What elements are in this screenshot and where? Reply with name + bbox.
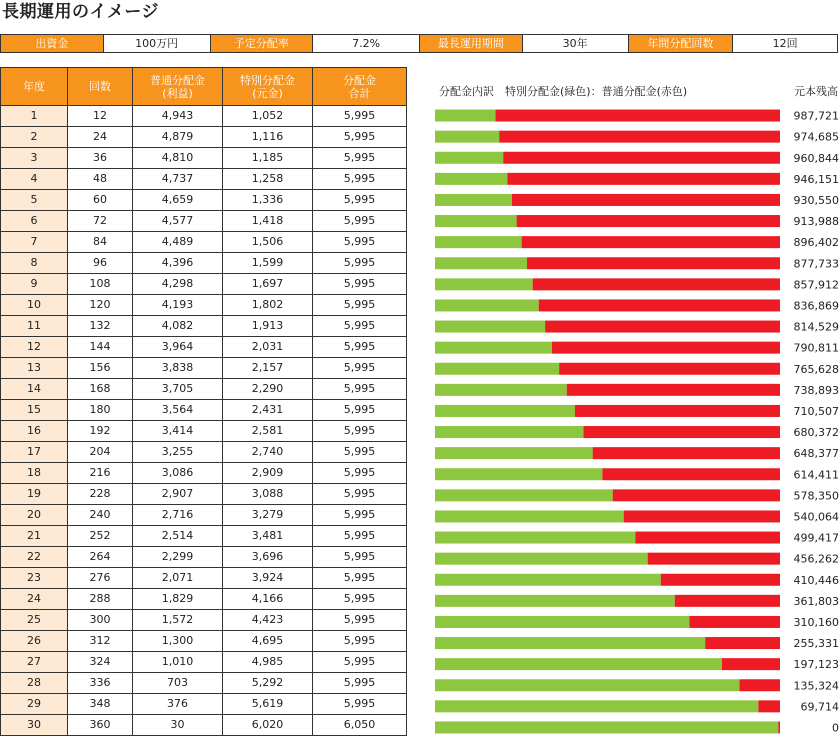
bar-special-dividend: [435, 194, 512, 206]
row-total: 5,995: [313, 232, 407, 253]
bar-regular-dividend: [613, 489, 780, 501]
row-count: 360: [68, 715, 133, 736]
bar-regular-dividend: [499, 131, 780, 143]
row-regular: 376: [133, 694, 223, 715]
bar-special-dividend: [435, 574, 661, 586]
row-count: 204: [68, 442, 133, 463]
row-count: 336: [68, 673, 133, 694]
row-total: 5,995: [313, 568, 407, 589]
row-special: 1,116: [223, 127, 313, 148]
bar-special-dividend: [435, 257, 527, 269]
bar-regular-dividend: [527, 257, 780, 269]
balance-label: 648,377: [793, 447, 839, 461]
table-row: [1, 484, 407, 505]
row-year: 2: [1, 127, 68, 148]
row-regular: 4,577: [133, 211, 223, 232]
row-count: 36: [68, 148, 133, 169]
row-count: 48: [68, 169, 133, 190]
investment-label: 出資金: [1, 35, 104, 52]
row-special: 1,599: [223, 253, 313, 274]
bar-regular-dividend: [758, 700, 780, 712]
row-total: 6,050: [313, 715, 407, 736]
row-special: 1,506: [223, 232, 313, 253]
row-total: 5,995: [313, 694, 407, 715]
row-total: 5,995: [313, 673, 407, 694]
row-special: 4,423: [223, 610, 313, 631]
period-label: 最長運用期間: [420, 35, 523, 52]
row-regular: 1,829: [133, 589, 223, 610]
row-total: 5,995: [313, 442, 407, 463]
table-row: [1, 358, 407, 379]
row-year: 8: [1, 253, 68, 274]
row-total: 5,995: [313, 106, 407, 127]
balance-label: 738,893: [793, 383, 839, 397]
table-row: [1, 673, 407, 694]
bar-special-dividend: [435, 532, 635, 544]
balance-label: 310,160: [793, 615, 839, 629]
row-count: 156: [68, 358, 133, 379]
bar-regular-dividend: [624, 510, 780, 522]
row-regular: 4,943: [133, 106, 223, 127]
row-year: 4: [1, 169, 68, 190]
table-row: [1, 610, 407, 631]
table-row: [1, 169, 407, 190]
row-regular: 4,298: [133, 274, 223, 295]
table-row: [1, 337, 407, 358]
page-title: 長期運用のイメージ: [2, 2, 159, 22]
row-year: 15: [1, 400, 68, 421]
row-special: 5,619: [223, 694, 313, 715]
row-count: 144: [68, 337, 133, 358]
bar-special-dividend: [435, 447, 593, 459]
row-special: 1,418: [223, 211, 313, 232]
balance-label: 913,988: [793, 215, 839, 229]
header-count: 回数: [68, 68, 133, 106]
row-special: 6,020: [223, 715, 313, 736]
bar-special-dividend: [435, 426, 584, 438]
row-total: 5,995: [313, 547, 407, 568]
row-special: 1,697: [223, 274, 313, 295]
bar-special-dividend: [435, 553, 648, 565]
row-special: 1,052: [223, 106, 313, 127]
row-regular: 30: [133, 715, 223, 736]
row-count: 168: [68, 379, 133, 400]
table-row: [1, 694, 407, 715]
count-label: 年間分配回数: [629, 35, 734, 52]
row-count: 84: [68, 232, 133, 253]
row-count: 216: [68, 463, 133, 484]
row-regular: 3,255: [133, 442, 223, 463]
row-special: 2,157: [223, 358, 313, 379]
bar-regular-dividend: [661, 574, 780, 586]
row-total: 5,995: [313, 358, 407, 379]
bar-special-dividend: [435, 595, 675, 607]
row-special: 3,924: [223, 568, 313, 589]
bar-regular-dividend: [690, 616, 780, 628]
row-count: 288: [68, 589, 133, 610]
row-total: 5,995: [313, 505, 407, 526]
balance-label: 680,372: [793, 426, 839, 440]
bar-regular-dividend: [705, 637, 780, 649]
balance-label: 135,324: [793, 679, 839, 693]
row-year: 6: [1, 211, 68, 232]
balance-label: 578,350: [793, 489, 839, 503]
balance-label: 946,151: [793, 172, 839, 186]
distribution-table: [0, 67, 407, 736]
balance-label: 857,912: [793, 278, 839, 292]
header-regular-dividend: 普通分配金 (利益): [133, 68, 223, 106]
row-special: 5,292: [223, 673, 313, 694]
bar-special-dividend: [435, 131, 499, 143]
row-total: 5,995: [313, 274, 407, 295]
table-row: [1, 421, 407, 442]
bar-regular-dividend: [648, 553, 780, 565]
bar-special-dividend: [435, 110, 496, 122]
table-row: [1, 589, 407, 610]
row-year: 9: [1, 274, 68, 295]
row-regular: 3,414: [133, 421, 223, 442]
bar-special-dividend: [435, 342, 552, 354]
row-count: 108: [68, 274, 133, 295]
row-special: 2,431: [223, 400, 313, 421]
bar-special-dividend: [435, 637, 705, 649]
row-year: 19: [1, 484, 68, 505]
table-row: [1, 232, 407, 253]
row-regular: 1,300: [133, 631, 223, 652]
bar-special-dividend: [435, 700, 758, 712]
bar-special-dividend: [435, 152, 503, 164]
row-special: 3,088: [223, 484, 313, 505]
table-row: [1, 463, 407, 484]
row-regular: 703: [133, 673, 223, 694]
bar-special-dividend: [435, 363, 559, 375]
bar-regular-dividend: [593, 447, 780, 459]
row-total: 5,995: [313, 589, 407, 610]
balance-label: 790,811: [793, 341, 839, 355]
row-count: 180: [68, 400, 133, 421]
row-regular: 4,879: [133, 127, 223, 148]
balance-label: 361,803: [793, 594, 839, 608]
row-total: 5,995: [313, 253, 407, 274]
bar-regular-dividend: [522, 236, 780, 248]
row-regular: 2,299: [133, 547, 223, 568]
row-special: 2,740: [223, 442, 313, 463]
bar-special-dividend: [435, 173, 507, 185]
row-total: 5,995: [313, 211, 407, 232]
bar-regular-dividend: [496, 110, 780, 122]
row-total: 5,995: [313, 652, 407, 673]
row-total: 5,995: [313, 421, 407, 442]
row-regular: 4,082: [133, 316, 223, 337]
row-count: 12: [68, 106, 133, 127]
balance-label: 960,844: [793, 151, 839, 165]
bar-regular-dividend: [507, 173, 780, 185]
bar-special-dividend: [435, 658, 722, 670]
row-year: 11: [1, 316, 68, 337]
row-count: 252: [68, 526, 133, 547]
row-special: 1,185: [223, 148, 313, 169]
bar-regular-dividend: [584, 426, 780, 438]
bar-special-dividend: [435, 299, 539, 311]
bar-regular-dividend: [778, 721, 780, 733]
table-body: [1, 106, 407, 736]
balance-label: 814,529: [793, 320, 839, 334]
row-regular: 3,964: [133, 337, 223, 358]
row-total: 5,995: [313, 127, 407, 148]
row-year: 25: [1, 610, 68, 631]
table-row: [1, 505, 407, 526]
row-year: 17: [1, 442, 68, 463]
bar-regular-dividend: [675, 595, 780, 607]
row-year: 26: [1, 631, 68, 652]
row-regular: 3,086: [133, 463, 223, 484]
row-regular: 1,010: [133, 652, 223, 673]
table-row: [1, 190, 407, 211]
row-regular: 2,716: [133, 505, 223, 526]
row-total: 5,995: [313, 190, 407, 211]
row-count: 96: [68, 253, 133, 274]
table-row: [1, 316, 407, 337]
row-total: 5,995: [313, 316, 407, 337]
balance-label: 836,869: [793, 299, 839, 313]
table-row: [1, 106, 407, 127]
bar-regular-dividend: [503, 152, 780, 164]
bar-regular-dividend: [533, 278, 780, 290]
bar-regular-dividend: [740, 679, 780, 691]
table-row: [1, 295, 407, 316]
bar-special-dividend: [435, 679, 740, 691]
rate-label: 予定分配率: [211, 35, 314, 52]
row-regular: 4,659: [133, 190, 223, 211]
table-row: [1, 715, 407, 736]
table-row: [1, 211, 407, 232]
table-row: [1, 631, 407, 652]
rate-value: 7.2%: [313, 35, 420, 52]
row-regular: 4,193: [133, 295, 223, 316]
bar-regular-dividend: [512, 194, 780, 206]
bar-special-dividend: [435, 616, 690, 628]
parameter-strip: [0, 34, 838, 53]
row-total: 5,995: [313, 169, 407, 190]
row-year: 22: [1, 547, 68, 568]
row-total: 5,995: [313, 295, 407, 316]
balance-label: 877,733: [793, 257, 839, 271]
row-year: 23: [1, 568, 68, 589]
row-special: 3,696: [223, 547, 313, 568]
header-total-dividend: 分配金 合計: [313, 68, 407, 106]
row-special: 2,031: [223, 337, 313, 358]
row-year: 21: [1, 526, 68, 547]
row-regular: 4,810: [133, 148, 223, 169]
row-year: 24: [1, 589, 68, 610]
row-special: 1,802: [223, 295, 313, 316]
bar-special-dividend: [435, 489, 613, 501]
row-year: 7: [1, 232, 68, 253]
row-count: 276: [68, 568, 133, 589]
row-total: 5,995: [313, 148, 407, 169]
bar-regular-dividend: [559, 363, 780, 375]
balance-label: 540,064: [793, 510, 839, 524]
table-row: [1, 148, 407, 169]
bar-regular-dividend: [517, 215, 780, 227]
balance-label: 0: [832, 721, 839, 735]
balance-label: 456,262: [793, 552, 839, 566]
investment-value: 100万円: [104, 35, 211, 52]
row-special: 1,336: [223, 190, 313, 211]
balance-label: 614,411: [793, 468, 839, 482]
balance-label: 896,402: [793, 236, 839, 250]
table-row: [1, 253, 407, 274]
table-row: [1, 526, 407, 547]
row-year: 28: [1, 673, 68, 694]
chart-title: 分配金内訳 特別分配金(緑色)：普通分配金(赤色): [439, 85, 688, 98]
row-regular: 4,737: [133, 169, 223, 190]
bar-regular-dividend: [552, 342, 780, 354]
row-year: 30: [1, 715, 68, 736]
balance-label: 499,417: [793, 531, 839, 545]
bar-special-dividend: [435, 215, 517, 227]
row-year: 14: [1, 379, 68, 400]
bar-special-dividend: [435, 405, 575, 417]
row-count: 228: [68, 484, 133, 505]
row-special: 2,909: [223, 463, 313, 484]
row-count: 264: [68, 547, 133, 568]
row-year: 18: [1, 463, 68, 484]
table-header-row: [1, 68, 407, 106]
bar-regular-dividend: [567, 384, 780, 396]
bar-special-dividend: [435, 278, 533, 290]
row-total: 5,995: [313, 463, 407, 484]
table-row: [1, 652, 407, 673]
table-row: [1, 442, 407, 463]
row-regular: 4,396: [133, 253, 223, 274]
row-year: 29: [1, 694, 68, 715]
bar-special-dividend: [435, 510, 624, 522]
row-special: 3,481: [223, 526, 313, 547]
row-total: 5,995: [313, 379, 407, 400]
row-count: 324: [68, 652, 133, 673]
balance-label: 987,721: [793, 109, 839, 123]
row-regular: 3,564: [133, 400, 223, 421]
balance-label: 69,714: [800, 700, 839, 714]
row-year: 12: [1, 337, 68, 358]
row-regular: 2,907: [133, 484, 223, 505]
bar-regular-dividend: [635, 532, 780, 544]
row-total: 5,995: [313, 337, 407, 358]
count-value: 12回: [733, 35, 837, 52]
balance-label: 197,123: [793, 658, 839, 672]
row-year: 13: [1, 358, 68, 379]
row-regular: 3,838: [133, 358, 223, 379]
balance-label: 974,685: [793, 130, 839, 144]
row-year: 16: [1, 421, 68, 442]
row-year: 5: [1, 190, 68, 211]
row-total: 5,995: [313, 526, 407, 547]
table-row: [1, 400, 407, 421]
row-year: 10: [1, 295, 68, 316]
row-special: 4,166: [223, 589, 313, 610]
row-count: 240: [68, 505, 133, 526]
row-regular: 1,572: [133, 610, 223, 631]
row-special: 2,581: [223, 421, 313, 442]
table-row: [1, 379, 407, 400]
bar-regular-dividend: [539, 299, 780, 311]
header-year: 年度: [1, 68, 68, 106]
bar-special-dividend: [435, 236, 522, 248]
row-special: 3,279: [223, 505, 313, 526]
table-row: [1, 547, 407, 568]
header-special-dividend: 特別分配金 (元金): [223, 68, 313, 106]
row-special: 1,913: [223, 316, 313, 337]
balance-label: 930,550: [793, 193, 839, 207]
row-regular: 2,514: [133, 526, 223, 547]
bar-special-dividend: [435, 384, 567, 396]
balance-header: 元本残高: [794, 85, 838, 98]
balance-label: 255,331: [793, 637, 839, 651]
table-row: [1, 568, 407, 589]
row-year: 27: [1, 652, 68, 673]
period-value: 30年: [523, 35, 629, 52]
row-total: 5,995: [313, 610, 407, 631]
row-special: 4,695: [223, 631, 313, 652]
row-count: 300: [68, 610, 133, 631]
balance-label: 410,446: [793, 573, 839, 587]
bar-special-dividend: [435, 721, 778, 733]
bar-regular-dividend: [575, 405, 780, 417]
bar-regular-dividend: [602, 468, 780, 480]
bar-regular-dividend: [722, 658, 780, 670]
row-count: 72: [68, 211, 133, 232]
balance-label: 710,507: [793, 404, 839, 418]
row-special: 4,985: [223, 652, 313, 673]
bar-regular-dividend: [545, 321, 780, 333]
row-count: 132: [68, 316, 133, 337]
row-count: 192: [68, 421, 133, 442]
table-row: [1, 274, 407, 295]
row-count: 24: [68, 127, 133, 148]
row-year: 20: [1, 505, 68, 526]
row-total: 5,995: [313, 631, 407, 652]
row-regular: 3,705: [133, 379, 223, 400]
row-total: 5,995: [313, 484, 407, 505]
row-count: 60: [68, 190, 133, 211]
table-row: [1, 127, 407, 148]
balance-label: 765,628: [793, 362, 839, 376]
row-regular: 2,071: [133, 568, 223, 589]
row-year: 1: [1, 106, 68, 127]
row-year: 3: [1, 148, 68, 169]
row-count: 312: [68, 631, 133, 652]
row-total: 5,995: [313, 400, 407, 421]
distribution-bar-chart: [430, 105, 840, 738]
row-count: 348: [68, 694, 133, 715]
bar-special-dividend: [435, 321, 545, 333]
row-count: 120: [68, 295, 133, 316]
row-regular: 4,489: [133, 232, 223, 253]
row-special: 1,258: [223, 169, 313, 190]
bar-special-dividend: [435, 468, 602, 480]
row-special: 2,290: [223, 379, 313, 400]
